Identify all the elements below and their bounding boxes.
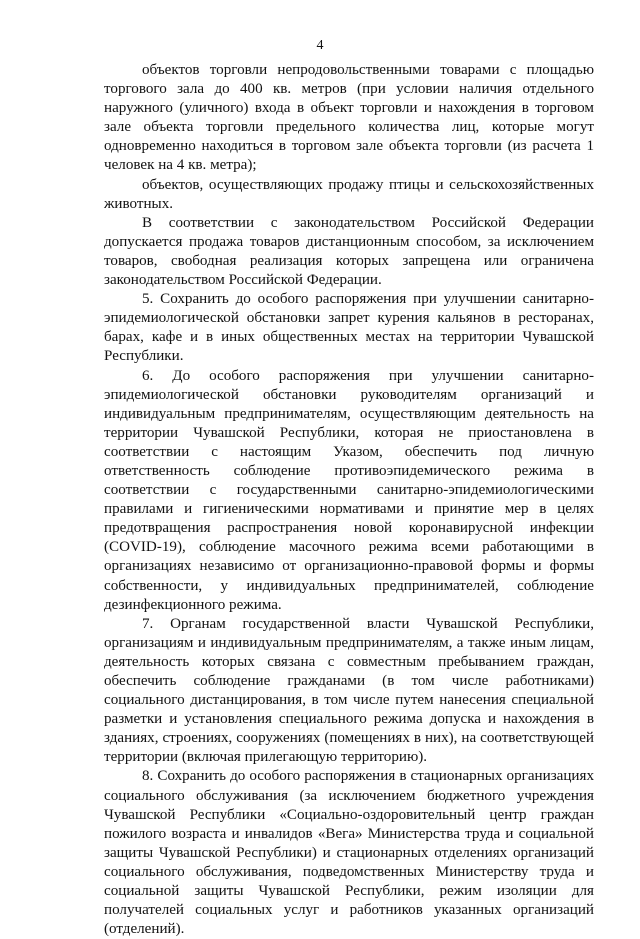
paragraph-item-7: 7. Органам государственной власти Чувашской Республики, организациям и индивидуальным предпринимателям, а также иным лицам, деятельность которых связана с совместным пребыванием граждан, обеспечить соблюдение гражданами (в том числе работниками) социального дистанцирования, в том числе путем нанесения специальной разметки и установления специального режима допуска и нахождения в зданиях, строениях, сооружениях (помещениях в них), на соответствующей территории (включая прилегающую территорию). <box>104 615 594 766</box>
paragraph-livestock-sales: объектов, осуществляющих продажу птицы и сельскохозяйственных животных. <box>104 176 594 212</box>
paragraph-item-6: 6. До особого распоряжения при улучшении санитарно-эпидемиологической обстановки руководителям организаций и индивидуальным предпринимателям, осуществляющим деятельность на территории Чувашской Республики, которая не приостановлена в соответствии с настоящим Указом, обеспечить под личную ответственность соблюдение противоэпидемического режима в соответствии с государственными санитарно-эпидемиологическими правилами и гигиеническими нормативами и принятие мер в целях предотвращения распространения новой коронавирусной инфекции (COVID-19), соблюдение масочного режима всеми работающими в организациях независимо от организационно-правовой формы и формы собственности, у индивидуальных предпринимателей, соблюдение дезинфекционного режима. <box>104 367 594 613</box>
paragraph-retail-nonfood: объектов торговли непродовольственными товарами с площадью торгового зала до 400 кв. метров (при условии наличия отдельного наружного (уличного) входа в объект торговли и нахождения в торговом зале объекта торговли предельного количества лиц, которые могут одновременно находиться в торговом зале объекта торговли (из расчета 1 человек на 4 кв. метра); <box>104 62 594 174</box>
paragraph-item-5: 5. Сохранить до особого распоряжения при улучшении санитарно-эпидемиологической обстановки запрет курения кальянов в ресторанах, барах, кафе и в иных общественных местах на территории Чувашской Республики. <box>104 291 594 365</box>
paragraph-item-8: 8. Сохранить до особого распоряжения в стационарных организациях социального обслуживания (за исключением бюджетного учреждения Чувашской Республики «Социально-оздоровительный центр граждан пожилого возраста и инвалидов «Вега» Министерства труда и социальной защиты Чувашской Республики) и стационарных отделениях организаций социального обслуживания, подведомственных Министерству труда и социальной защиты Чувашской Республики, режим изоляции для получателей социальных услуг и работников указанных организаций (отделений). <box>104 768 594 938</box>
paragraph-remote-sales: В соответствии с законодательством Российской Федерации допускается продажа товаров дистанционным способом, за исключением товаров, свободная реализация которых запрещена или ограничена законодательством Российской Федерации. <box>104 214 594 289</box>
document-body <box>104 61 594 939</box>
page-number: 4 <box>316 38 324 53</box>
